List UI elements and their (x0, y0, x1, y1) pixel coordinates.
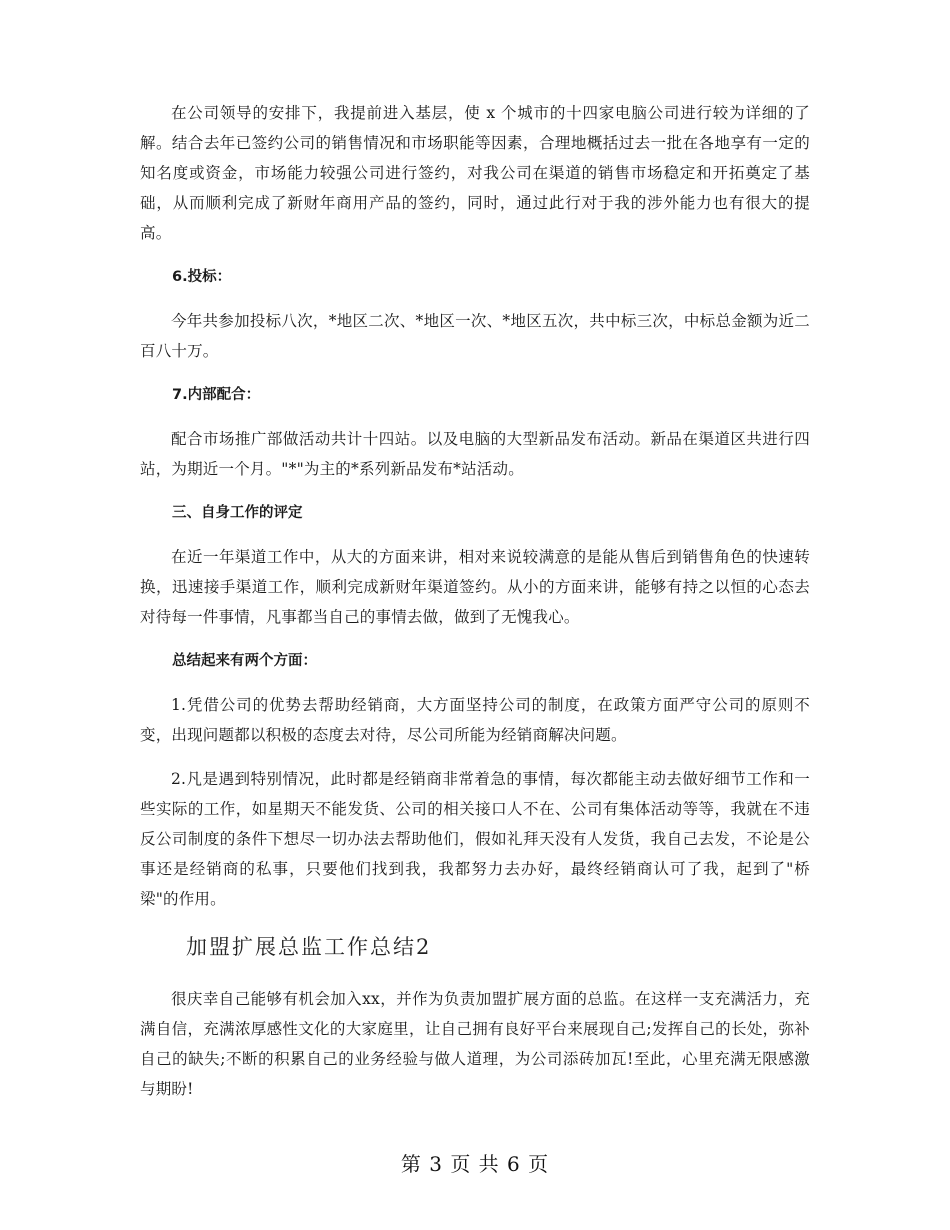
paragraph-grassroots-visit: 在公司领导的安排下，我提前进入基层，使 x 个城市的十四家电脑公司进行较为详细的了解。结合去年已签约公司的销售情况和市场职能等因素，合理地概括过去一批在各地享有一定的知名度或资金，市场能力较强公司进行签约，对我公司在渠道的销售市场稳定和开拓奠定了基础，从而顺利完成了新财年商用产品的签约，同时，通过此行对于我的涉外能力也有很大的提高。 (140, 104, 810, 242)
paragraph-self-evaluation: 在近一年渠道工作中，从大的方面来讲，相对来说较满意的是能从售后到销售角色的快速转换，迅速接手渠道工作，顺利完成新财年渠道签约。从小的方面来讲，能够有持之以恒的心态去对待每一件事情，凡事都当自己的事情去做，做到了无愧我心。 (140, 548, 810, 626)
paragraph-summary-point-2: 2.凡是遇到特别情况，此时都是经销商非常着急的事情，每次都能主动去做好细节工作和一些实际的工作，如星期天不能发货、公司的相关接口人不在、公司有集体活动等等，我就在不违反公司制度的条件下想尽一切办法去帮助他们，假如礼拜天没有人发货，我自己去发，不论是公事还是经销商的私事，只要他们找到我，我都努力去办好，最终经销商认可了我，起到了"桥梁"的作用。 (140, 770, 810, 908)
paragraph-bidding: 今年共参加投标八次，*地区二次、*地区一次、*地区五次，共中标三次，中标总金额为近二百八十万。 (140, 312, 810, 360)
heading-internal-cooperation: 7.内部配合： (172, 387, 261, 403)
page-number-footer: 第 3 页 共 6 页 (400, 1152, 550, 1176)
document-body (140, 98, 810, 1118)
paragraph-summary-point-1: 1.凭借公司的优势去帮助经销商，大方面坚持公司的制度，在政策方面严守公司的原则不变，出现问题都以积极的态度去对待，尽公司所能为经销商解决问题。 (140, 696, 810, 744)
paragraph-internal-cooperation: 配合市场推广部做活动共计十四站。以及电脑的大型新品发布活动。新品在渠道区共进行四站，为期近一个月。"*"为主的*系列新品发布*站活动。 (140, 430, 810, 478)
heading-bidding: 6.投标： (172, 269, 232, 285)
heading-self-evaluation: 三、自身工作的评定 (172, 505, 303, 521)
paragraph-intro-2: 很庆幸自己能够有机会加入xx，并作为负责加盟扩展方面的总监。在这样一支充满活力，充满自信，充满浓厚感性文化的大家庭里，让自己拥有良好平台来展现自己;发挥自己的长处，弥补自己的缺失;不断的积累自己的业务经验与做人道理，为公司添砖加瓦!至此，心里充满无限感激与期盼! (140, 990, 810, 1098)
heading-summary: 总结起来有两个方面： (172, 653, 317, 669)
section-title-2: 加盟扩展总监工作总结2 (186, 935, 432, 959)
